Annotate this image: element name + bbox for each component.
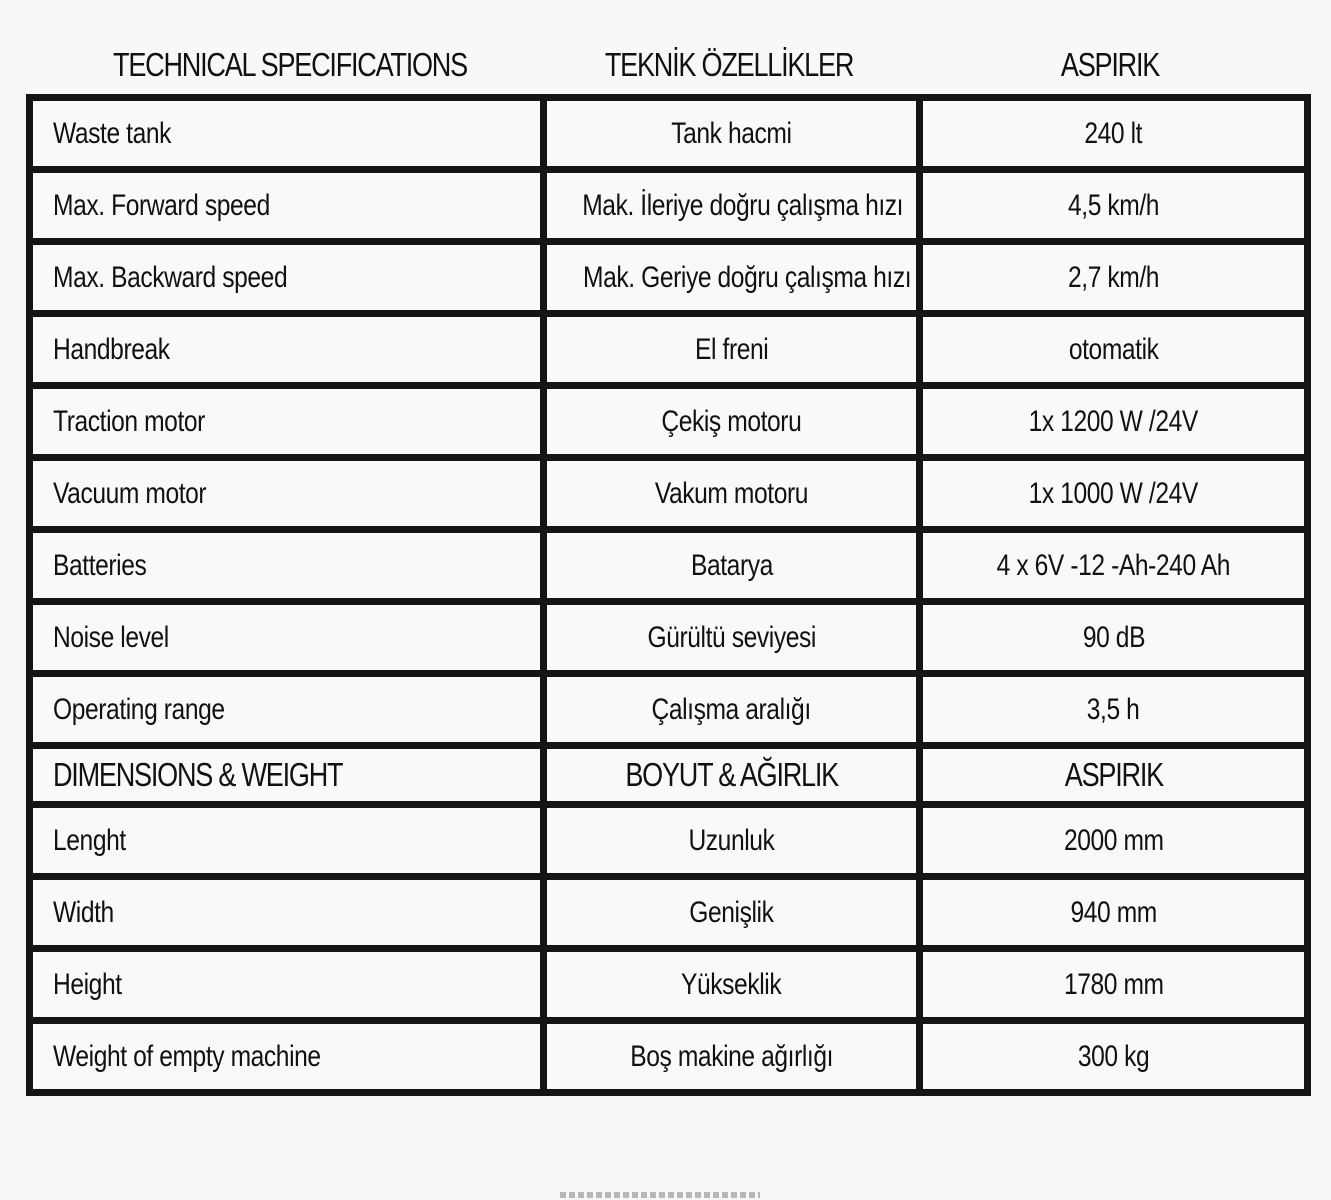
header-model: ASPIRIK — [920, 746, 1308, 805]
table-row — [30, 674, 1308, 746]
spec-label-tr: Gürültü seviyesi — [544, 602, 920, 674]
spec-label-tr: Batarya — [544, 530, 920, 602]
header-boyut-agirlik: BOYUT & AĞIRLIK — [544, 746, 920, 805]
spec-label-en: Operating range — [30, 674, 544, 746]
spec-value: 1x 1200 W /24V — [920, 386, 1308, 458]
spec-label-en: Max. Backward speed — [30, 242, 544, 314]
spec-value: 940 mm — [920, 877, 1308, 949]
spec-value: 2,7 km/h — [920, 242, 1308, 314]
table-row — [30, 98, 1308, 170]
table-row — [30, 530, 1308, 602]
spec-value: 4,5 km/h — [920, 170, 1308, 242]
spec-label-tr: Mak. Geriye doğru çalışma hızı — [544, 242, 920, 314]
spec-value: 2000 mm — [920, 805, 1308, 877]
dimensions-section-header — [30, 746, 1308, 805]
spec-value: 4 x 6V -12 -Ah-240 Ah — [920, 530, 1308, 602]
spec-label-en: Weight of empty machine — [30, 1021, 544, 1093]
spec-label-tr: Mak. İleriye doğru çalışma hızı — [544, 170, 920, 242]
spec-label-tr: Uzunluk — [544, 805, 920, 877]
table-header — [38, 36, 1304, 94]
table-row — [30, 314, 1308, 386]
spec-value: 90 dB — [920, 602, 1308, 674]
spec-label-en: Vacuum motor — [30, 458, 544, 530]
table-row — [30, 458, 1308, 530]
spec-label-tr: Genişlik — [544, 877, 920, 949]
spec-value: 3,5 h — [920, 674, 1308, 746]
header-technical-specifications: TECHNICAL SPECIFICATIONS — [113, 46, 467, 83]
header-model: ASPIRIK — [1060, 46, 1160, 83]
spec-label-en: Lenght — [30, 805, 544, 877]
page-edge-mark — [560, 1192, 760, 1198]
header-dimensions-weight: DIMENSIONS & WEIGHT — [30, 746, 544, 805]
spec-label-en: Handbreak — [30, 314, 544, 386]
spec-value: 1780 mm — [920, 949, 1308, 1021]
table-row — [30, 242, 1308, 314]
specifications-table — [26, 94, 1311, 1096]
spec-label-en: Noise level — [30, 602, 544, 674]
spec-label-tr: Çekiş motoru — [544, 386, 920, 458]
table-row — [30, 805, 1308, 877]
spec-value: 1x 1000 W /24V — [920, 458, 1308, 530]
table-row — [30, 386, 1308, 458]
spec-label-tr: Çalışma aralığı — [544, 674, 920, 746]
spec-label-tr: Tank hacmi — [544, 98, 920, 170]
table-row — [30, 602, 1308, 674]
spec-value: 300 kg — [920, 1021, 1308, 1093]
spec-label-tr: Vakum motoru — [544, 458, 920, 530]
spec-value: 240 lt — [920, 98, 1308, 170]
spec-value: otomatik — [920, 314, 1308, 386]
spec-label-en: Width — [30, 877, 544, 949]
spec-label-en: Batteries — [30, 530, 544, 602]
header-teknik-ozellikler: TEKNİK ÖZELLİKLER — [604, 46, 854, 83]
table-row — [30, 1021, 1308, 1093]
spec-label-en: Waste tank — [30, 98, 544, 170]
spec-label-en: Max. Forward speed — [30, 170, 544, 242]
spec-label-en: Height — [30, 949, 544, 1021]
table-row — [30, 877, 1308, 949]
table-row — [30, 949, 1308, 1021]
spec-label-tr: El freni — [544, 314, 920, 386]
table-row — [30, 170, 1308, 242]
spec-label-tr: Boş makine ağırlığı — [544, 1021, 920, 1093]
spec-label-en: Traction motor — [30, 386, 544, 458]
spec-label-tr: Yükseklik — [544, 949, 920, 1021]
